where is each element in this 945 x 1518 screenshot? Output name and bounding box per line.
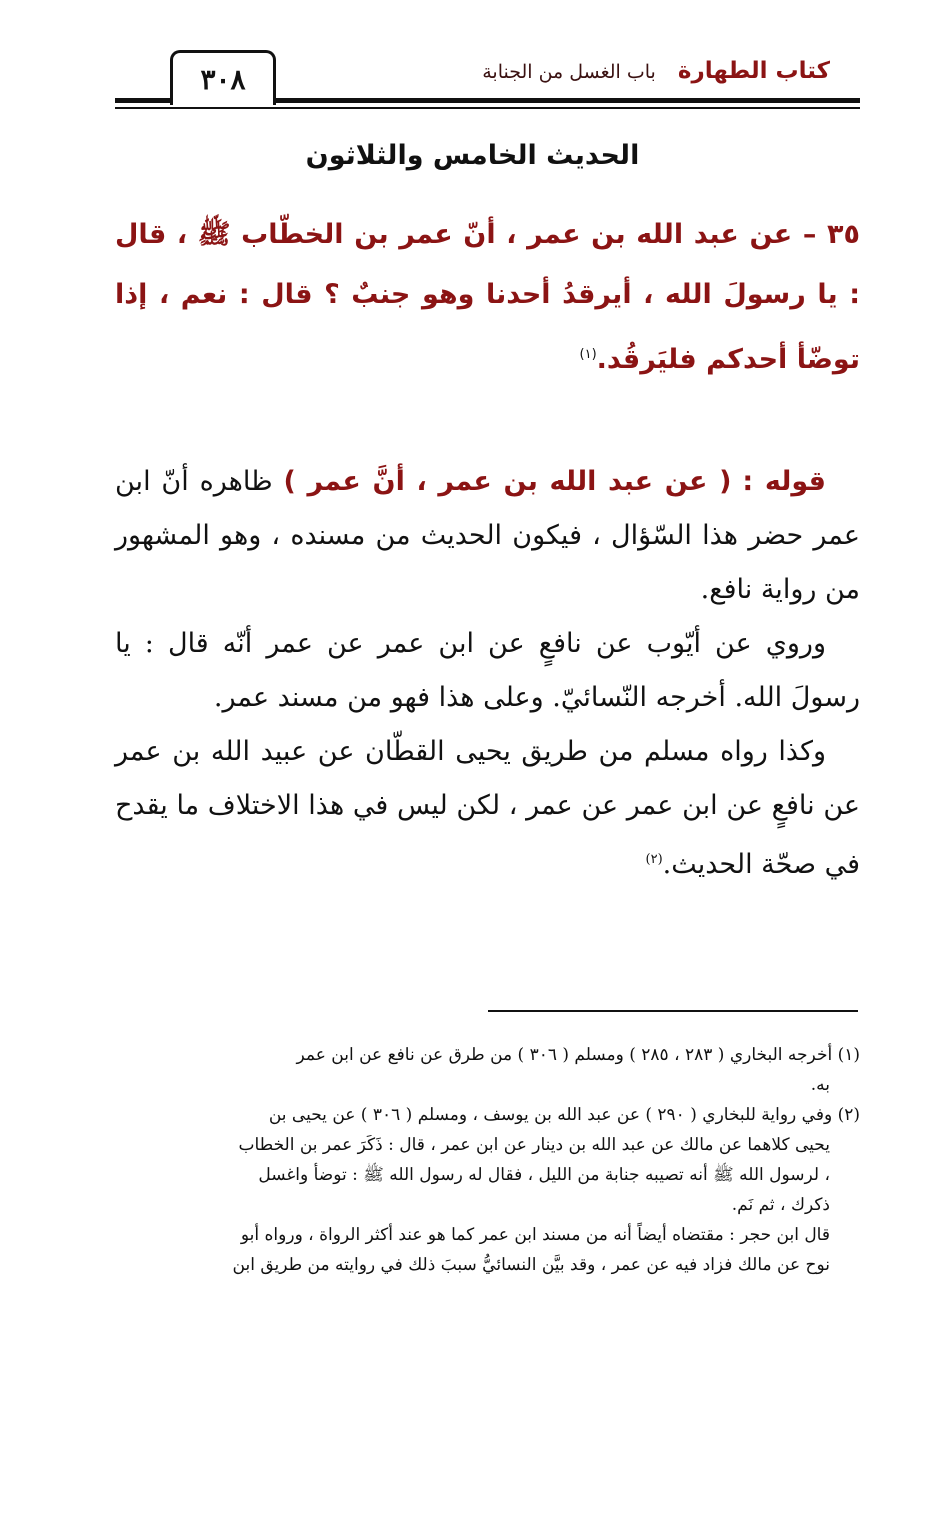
footnote-2-line-5: قال ابن حجر : مقتضاه أيضاً أنه من مسند ابن عمر كما هو عند أكثر الرواة ، ورواه أبو [240,1225,830,1245]
footnote-divider [488,1010,858,1012]
page-number: ٣٠٨ [170,50,276,105]
footnote-2-line-2: يحيى كلاهما عن مالك عن عبد الله بن دينار عن ابن عمر ، قال : ذَكَرَ عمر بن الخطاب [238,1135,830,1155]
chapter-title: باب الغسل من الجنابة [482,61,656,83]
commentary-paragraph-2 [115,617,860,725]
hadith-body: ٣٥ – عن عبد الله بن عمر ، أنّ عمر بن الخطّاب ﷺ ، قال : يا رسولَ الله ، أيرقدُ أحدنا وهو جنبٌ ؟ قال : نعم ، إذا توضّأ أحدكم فليَرقُد. [115,219,860,375]
header-rule-thin [115,107,860,109]
hadith-text [115,205,860,390]
commentary-label: قوله : [742,466,826,497]
footnote-marker-1: (١) [579,347,597,362]
header-titles [482,58,830,84]
footnote-1-line-1: (١) أخرجه البخاري ( ٢٨٣ ، ٢٨٥ ) ومسلم ( ٣٠٦ ) من طرق عن نافع عن ابن عمر [296,1045,860,1065]
commentary-paragraph-1 [115,455,860,617]
commentary-text-1: ظاهره أنّ ابن عمر حضر هذا السّؤال ، فيكون الحديث من مسنده ، وهو المشهور من رواية نافع. [115,466,860,605]
commentary-text-2: وروي عن أيّوب عن نافعٍ عن ابن عمر عن عمر أنّه قال : يا رسولَ الله. أخرجه النّسائيّ. وعلى هذا فهو من مسند عمر. [115,628,860,713]
commentary-text-3: وكذا رواه مسلم من طريق يحيى القطّان عن عبيد الله بن عمر عن نافعٍ عن ابن عمر عن عمر ، لكن ليس في هذا الاختلاف ما يقدح في صحّة الحديث. [115,736,860,880]
hadith-heading: الحديث الخامس والثلاثون [305,140,640,171]
commentary-quote: ( عن عبد الله بن عمر ، أنَّ عمر ) [283,466,732,497]
footnote-2-line-3: ، لرسول الله ﷺ أنه تصيبه جنابة من الليل ، فقال له رسول الله ﷺ : توضأ واغسل [258,1165,830,1185]
footnote-2-line-4: ذكرك ، ثم نَم. [731,1195,830,1215]
page-header [115,40,860,115]
footnote-marker-2: (٢) [645,852,663,867]
commentary [115,455,860,892]
footnotes [115,1040,860,1280]
footnote-2-line-6: نوح عن مالك فزاد فيه عن عمر ، وقد بيَّن النسائيُّ سببَ ذلك في روايته من طريق ابن [232,1255,830,1275]
book-title: كتاب الطهارة [677,58,830,84]
footnote-2-line-1: (٢) وفي رواية للبخاري ( ٢٩٠ ) عن عبد الله بن يوسف ، ومسلم ( ٣٠٦ ) عن يحيى بن [268,1105,860,1125]
footnote-1-line-2: به. [810,1075,830,1095]
commentary-paragraph-3 [115,725,860,892]
